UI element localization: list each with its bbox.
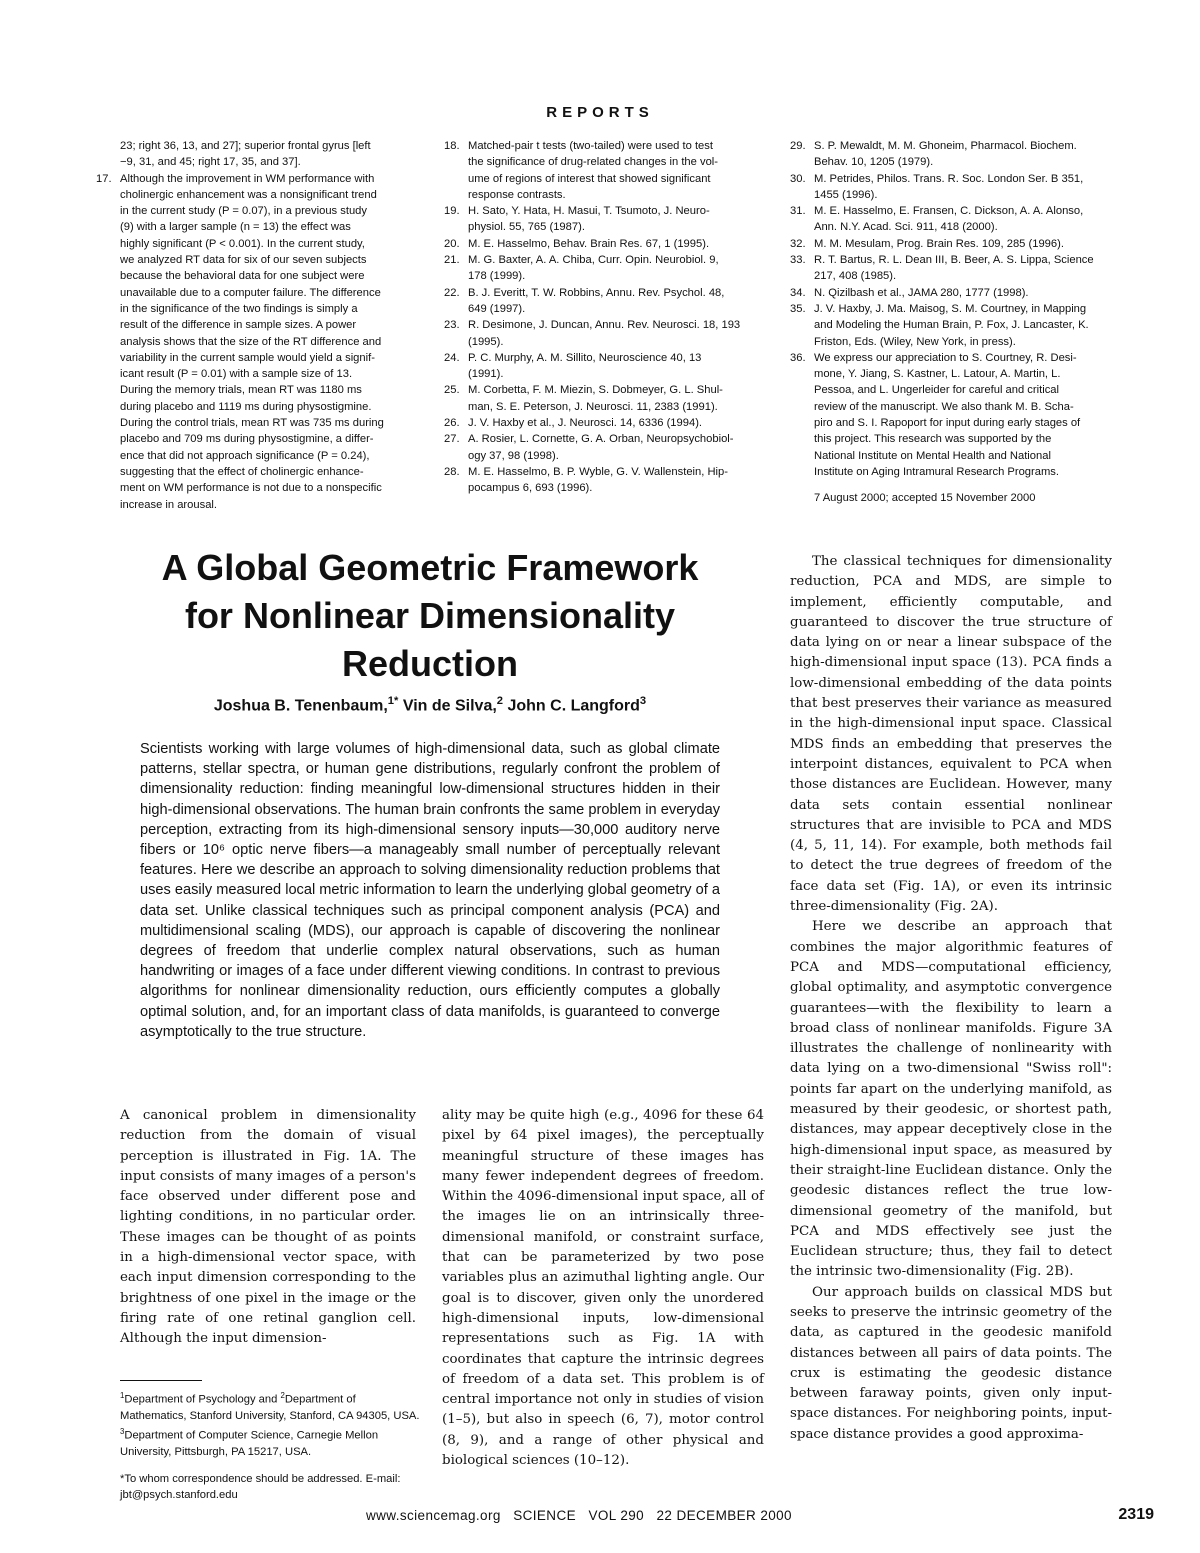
page-number: 2319 — [1118, 1506, 1154, 1523]
reference-number: 36. — [790, 351, 806, 364]
reference-line: A. Rosier, L. Cornette, G. A. Orban, Neuropsychobiol- — [468, 433, 734, 446]
reference-number: 24. — [444, 351, 460, 364]
footnote-rule — [120, 1380, 202, 1381]
section-header: REPORTS — [546, 104, 654, 121]
reference-line: M. E. Hasselmo, B. P. Wyble, G. V. Wallenstein, Hip- — [468, 465, 728, 478]
reference-line: pocampus 6, 693 (1996). — [468, 482, 593, 495]
reference-line: Friston, Eds. (Wiley, New York, in press). — [814, 335, 1016, 348]
reference-number: 28. — [444, 465, 460, 478]
reference-list-col1 — [96, 138, 414, 513]
affiliation-marker: 2 — [496, 695, 504, 707]
reference-item — [444, 285, 766, 318]
author-name: John C. Langford — [503, 697, 640, 715]
reference-number: 25. — [444, 384, 460, 397]
reference-line: S. P. Mewaldt, M. M. Ghoneim, Pharmacol. Biochem. — [814, 140, 1077, 152]
reference-col3-wrap — [790, 138, 1120, 504]
reference-item — [790, 301, 1120, 350]
reference-item — [790, 203, 1120, 236]
reference-line: During the control trials, mean RT was 735 ms during — [120, 417, 384, 430]
reference-line: −9, 31, and 45; right 17, 35, and 37]. — [120, 156, 301, 169]
author-name: Joshua B. Tenenbaum, — [213, 697, 388, 715]
reference-item — [444, 415, 766, 431]
reference-line: unavailable due to a computer failure. The difference — [120, 286, 381, 299]
reference-line: M. E. Hasselmo, E. Fransen, C. Dickson, A. A. Alonso, — [814, 205, 1084, 218]
reference-number: 18. — [444, 140, 460, 152]
reference-line: B. J. Everitt, T. W. Robbins, Annu. Rev. Psychol. 48, — [468, 286, 725, 299]
reference-line: M. Petrides, Philos. Trans. R. Soc. London Ser. B 351, — [814, 172, 1084, 185]
reference-line: 217, 408 (1985). — [814, 270, 897, 283]
reference-line: (1995). — [468, 335, 504, 348]
reference-number: 32. — [790, 237, 806, 250]
reference-line: increase in arousal. — [120, 498, 218, 511]
reference-line: icant result (P = 0.01) with a sample size of 13. — [120, 368, 353, 381]
reference-list-col3 — [790, 138, 1120, 480]
reference-line: review of the manuscript. We also thank M. B. Scha- — [814, 400, 1074, 413]
reference-line: this project. This research was supported by the — [814, 433, 1052, 446]
reference-line: placebo and 709 ms during physostigmine, a differ- — [120, 433, 374, 446]
reference-item — [444, 203, 766, 236]
reference-line: physiol. 55, 765 (1987). — [468, 221, 585, 234]
reference-line: R. Desimone, J. Duncan, Annu. Rev. Neurosci. 18, 193 — [468, 319, 741, 332]
reference-item — [444, 464, 766, 497]
reference-line: response contrasts. — [468, 188, 566, 201]
reference-line: ence that did not approach significance (P = 0.24), — [120, 449, 370, 462]
reference-item — [444, 317, 766, 350]
reference-line: ment on WM performance is not due to a nonspecific — [120, 482, 382, 495]
reference-line: 649 (1997). — [468, 302, 526, 315]
body-column-3 — [790, 552, 1112, 1445]
reference-line: P. C. Murphy, A. M. Sillito, Neuroscience 40, 13 — [468, 351, 702, 364]
reference-line: M. E. Hasselmo, Behav. Brain Res. 67, 1 (1995). — [468, 237, 710, 250]
reference-line: ume of regions of interest that showed significant — [468, 172, 711, 185]
reference-line: piro and S. I. Rapoport for input during early stages of — [814, 417, 1081, 430]
reference-line: National Institute on Mental Health and National — [814, 449, 1051, 462]
reference-number: 23. — [444, 319, 460, 332]
abstract: Scientists working with large volumes of high-dimensional data, such as global climate patterns, stellar spectra, or human gene distributions, regularly confront the problem of dimensionality reduction: finding meaningful low-dimensional structures hidden in their high-dimensional observations. The human brain confronts the same problem in everyday perception, extracting from its high-dimensional sensory inputs—30,000 auditory nerve fibers or 10⁶ optic nerve fibers—a manageably small number of perceptually relevant features. Here we describe an approach to solving dimensionality reduction problems that uses easily measured local metric information to learn the underlying global geometry of a data set. Unlike classical techniques such as principal component analysis (PCA) and multidimensional scaling (MDS), our approach is capable of discovering the nonlinear degrees of freedom that underlie complex natural observations, such as human handwriting or images of a face under different viewing conditions. In contrast to previous algorithms for nonlinear dimensionality reduction, ours efficiently computes a globally optimal solution, and, for an important class of data manifolds, is guaranteed to converge asymptotically to the true structure. — [140, 741, 720, 1040]
reference-line: Pessoa, and L. Ungerleider for careful and critical — [814, 384, 1060, 397]
reference-line: during placebo and 1119 ms during physostigmine. — [120, 400, 372, 413]
reference-line: We express our appreciation to S. Courtney, R. Desi- — [814, 351, 1077, 364]
reference-item — [444, 138, 766, 203]
reference-number: 30. — [790, 172, 806, 185]
reference-line: in the current study (P = 0.07), in a previous study — [120, 205, 367, 218]
reference-item — [790, 138, 1120, 171]
reference-line: because the behavioral data for one subject were — [120, 270, 365, 283]
reference-item — [790, 350, 1120, 480]
reference-line: the significance of drug-related changes in the vol- — [468, 156, 719, 169]
reference-line: Behav. 10, 1205 (1979). — [814, 156, 934, 169]
reference-number: 20. — [444, 237, 460, 250]
reference-line: During the memory trials, mean RT was 1180 ms — [120, 384, 362, 397]
reference-line: we analyzed RT data for six of our seven subjects — [120, 254, 367, 267]
reference-item — [790, 171, 1120, 204]
reference-line: 1455 (1996). — [814, 188, 878, 201]
reference-line: 23; right 36, 13, and 27]; superior frontal gyrus [left — [120, 140, 371, 152]
reference-line: man, S. E. Peterson, J. Neurosci. 11, 2383 (1991). — [468, 400, 718, 413]
journal-info: www.sciencemag.org SCIENCE VOL 290 22 DECEMBER 2000 — [366, 1508, 792, 1523]
reference-number: 31. — [790, 205, 806, 218]
reference-line: highly significant (P < 0.001). In the current study, — [120, 237, 365, 250]
affiliation-marker: 1* — [387, 695, 399, 707]
body-paragraph: Here we describe an approach that combines the major algorithmic features of PCA and MDS—computational efficiency, global optimality, and asymptotic convergence guarantees—with the flexibility to learn a broad class of nonlinear manifolds. Figure 3A illustrates the challenge of nonlinearity with data lying on a two-dimensional "Swiss roll": points far apart on the underlying manifold, as measured by their geodesic, or shortest path, distances, may appear deceptively close in the high-dimensional input space, as measured by their straight-line Euclidean distance. Only the geodesic distances reflect the true low-dimensional geometry of the manifold, but PCA and MDS effectively see just the Euclidean structure; thus, they fail to detect the intrinsic two-dimensionality (Fig. 2B). — [790, 919, 1112, 1280]
body-column-1 — [120, 1106, 416, 1350]
body-paragraph: Our approach builds on classical MDS but seeks to preserve the intrinsic geometry of the data, as captured in the geodesic manifold distances between all pairs of data points. The crux is estimating the geodesic distance between faraway points, given only input-space distances. For neighboring points, input-space distance provides a good approxima- — [790, 1284, 1112, 1442]
accepted-date: 7 August 2000; accepted 15 November 2000 — [814, 492, 1036, 505]
reference-line: suggesting that the effect of cholinergic enhance- — [120, 465, 364, 478]
reference-number: 33. — [790, 254, 806, 267]
reference-item — [444, 431, 766, 464]
reference-line: Matched-pair t tests (two-tailed) were used to test — [468, 140, 713, 152]
body-paragraph: A canonical problem in dimensionality reduction from the domain of visual perception is illustrated in Fig. 1A. The input consists of many images of a person's face observed under different pose and lighting conditions, in no particular order. These images can be thought of as points in a high-dimensional vector space, with each input dimension corresponding to the brightness of one pixel in the image or the firing rate of one retinal ganglion cell. Although the input dimension- — [120, 1108, 416, 1347]
author-name: Vin de Silva, — [398, 697, 497, 715]
body-paragraph: The classical techniques for dimensionality reduction, PCA and MDS, are simple to implement, efficiently computable, and guaranteed to discover the true structure of data lying on or near a linear subspace of the high-dimensional input space (13). PCA finds a low-dimensional embedding of the data points that best preserves their variance as measured in the high-dimensional input space. Classical MDS finds an embedding that preserves the interpoint distances, equivalent to PCA when those distances are Euclidean. However, many data sets contain essential nonlinear structures that are invisible to PCA and MDS (4, 5, 11, 14). For example, both methods fail to detect the true degrees of freedom of the face data set (Fig. 1A), or even its intrinsic three-dimensionality (Fig. 2A). — [790, 554, 1112, 915]
reference-line: H. Sato, Y. Hata, H. Masui, T. Tsumoto, J. Neuro- — [468, 205, 710, 218]
reference-line: J. V. Haxby et al., J. Neurosci. 14, 6336 (1994). — [468, 417, 703, 430]
reference-line: cholinergic enhancement was a nonsignificant trend — [120, 188, 377, 201]
reference-line: Institute on Aging Intramural Research Programs. — [814, 465, 1059, 478]
reference-number: 35. — [790, 302, 806, 315]
reference-line: (1991). — [468, 368, 504, 381]
reference-number: 27. — [444, 433, 460, 446]
reference-line: Ann. N.Y. Acad. Sci. 911, 418 (2000). — [814, 221, 998, 234]
reference-item — [444, 382, 766, 415]
reference-item — [444, 350, 766, 383]
correspondence-footnote: *To whom correspondence should be addressed. E-mail: jbt@psych.stanford.edu — [120, 1473, 401, 1502]
reference-item — [444, 252, 766, 285]
reference-line: variability in the current sample would yield a signif- — [120, 351, 375, 364]
reference-line: (9) with a larger sample (n = 13) the effect was — [120, 221, 351, 234]
affiliation-marker: 3 — [639, 695, 647, 707]
body-paragraph: ality may be quite high (e.g., 4096 for these 64 pixel by 64 pixel images), the perceptually meaningful structure of these images has many fewer independent degrees of freedom. Within the 4096-dimensional input space, all of the images lie on an intrinsically three-dimensional manifold, or constraint surface, that can be parameterized by two pose variables plus an azimuthal lighting angle. Our goal is to discover, given only the unordered high-dimensional inputs, low-dimensional representations such as Fig. 1A with coordinates that capture the intrinsic degrees of freedom of a data set. This problem is of central importance not only in studies of vision (1–5), but also in speech (6, 7), motor control (8, 9), and a range of other physical and biological sciences (10–12). — [442, 1108, 764, 1469]
reference-number: 29. — [790, 140, 806, 152]
reference-line: ogy 37, 98 (1998). — [468, 449, 559, 462]
affiliation-footnote: $^1$Department of Psychology and $^2$Department of Mathematics, Stanford University, Stanford, CA 94305, USA. $^3$Department of Computer Science, Carnegie Mellon University, Pittsburgh, PA 15217, USA. — [120, 1391, 420, 1459]
body-column-2 — [442, 1106, 764, 1471]
reference-line: and Modeling the Human Brain, P. Fox, J. Lancaster, K. — [814, 319, 1089, 332]
reference-line: result of the difference in sample sizes. A power — [120, 319, 357, 332]
reference-line: R. T. Bartus, R. L. Dean III, B. Beer, A. S. Lippa, Science — [814, 254, 1094, 267]
reference-line: in the significance of the two findings is simply a — [120, 302, 358, 315]
reference-line: M. G. Baxter, A. A. Chiba, Curr. Opin. Neurobiol. 9, — [468, 254, 719, 267]
title-line: A Global Geometric Framework — [161, 547, 699, 588]
reference-item — [96, 138, 414, 171]
reference-number: 26. — [444, 417, 460, 430]
reference-number: 34. — [790, 286, 806, 299]
reference-line: M. M. Mesulam, Prog. Brain Res. 109, 285 (1996). — [814, 237, 1064, 250]
reference-line: analysis shows that the size of the RT difference and — [120, 335, 382, 348]
article-title — [120, 544, 740, 688]
reference-number: 21. — [444, 254, 460, 267]
reference-item — [790, 236, 1120, 252]
reference-line: J. V. Haxby, J. Ma. Maisog, S. M. Courtney, in Mapping — [814, 302, 1087, 315]
title-line: for Nonlinear Dimensionality — [184, 595, 676, 636]
reference-item — [790, 252, 1120, 285]
reference-line: N. Qizilbash et al., JAMA 280, 1777 (1998). — [814, 286, 1029, 299]
reference-number: 22. — [444, 286, 460, 299]
reference-item — [444, 236, 766, 252]
reference-item — [96, 171, 414, 513]
title-line: Reduction — [342, 643, 518, 684]
reference-item — [790, 285, 1120, 301]
author-list — [120, 695, 740, 715]
reference-list-col2 — [444, 138, 766, 497]
reference-line: Although the improvement in WM performance with — [120, 172, 375, 185]
reference-line: M. Corbetta, F. M. Miezin, S. Dobmeyer, G. L. Shul- — [468, 384, 723, 397]
reference-line: 178 (1999). — [468, 270, 526, 283]
reference-number: 17. — [96, 172, 112, 185]
reference-line: mone, Y. Jiang, S. Kastner, L. Latour, A. Martin, L. — [814, 368, 1061, 381]
reference-number: 19. — [444, 205, 460, 218]
